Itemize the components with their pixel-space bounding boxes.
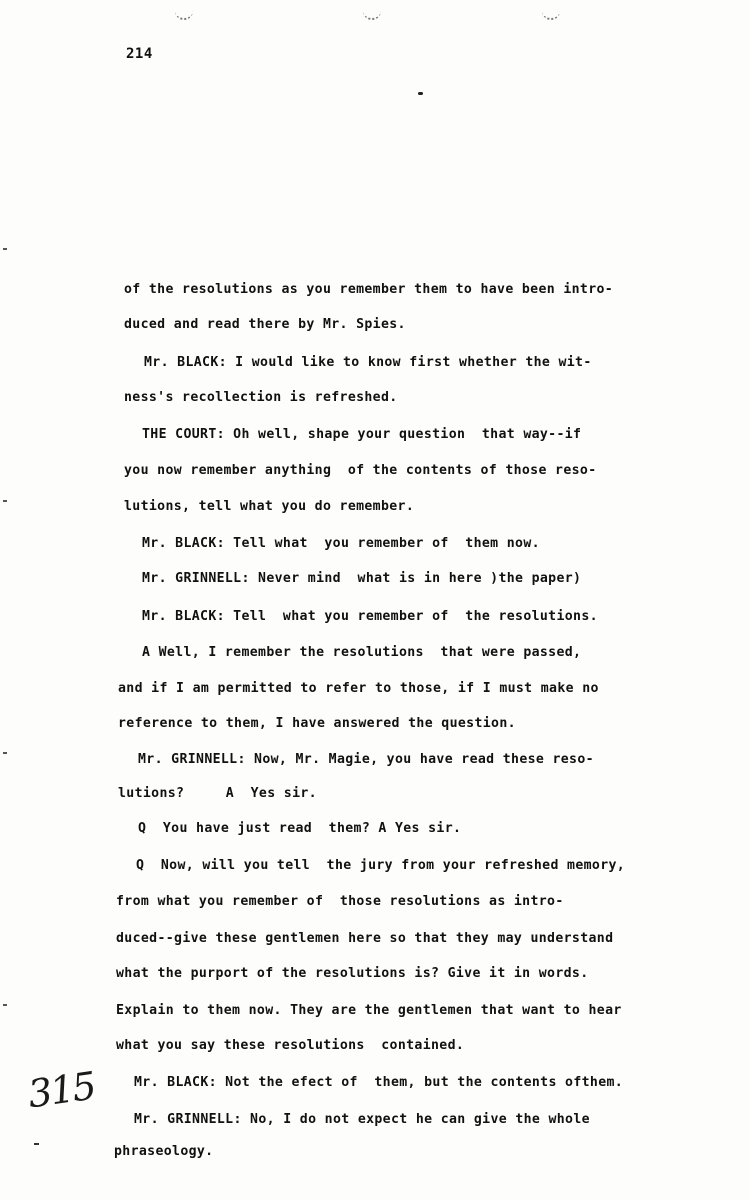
transcript-line: Mr. BLACK: Not the efect of them, but the contents ofthem. [134, 1075, 624, 1090]
transcript-line: you now remember anything of the contents of those reso- [124, 463, 597, 478]
transcript-line: reference to them, I have answered the question. [118, 716, 516, 731]
transcript-line: Mr. BLACK: Tell what you remember of them now. [142, 536, 540, 551]
transcript-line: what you say these resolutions contained. [116, 1038, 465, 1053]
transcript-line: ness's recollection is refreshed. [124, 390, 398, 405]
transcript-line: Mr. BLACK: I would like to know first whether the wit- [144, 355, 592, 370]
transcript-line: Mr. GRINNELL: Now, Mr. Magie, you have read these reso- [138, 752, 594, 767]
transcript-line: from what you remember of those resolutions as intro- [116, 894, 564, 909]
transcript-line: duced and read there by Mr. Spies. [124, 317, 406, 332]
transcript-line: A Well, I remember the resolutions that were passed, [142, 645, 582, 660]
transcript-line: duced--give these gentlemen here so that they may understand [116, 931, 614, 946]
transcript-line: Mr. BLACK: Tell what you remember of the resolutions. [142, 609, 598, 624]
transcript-line: and if I am permitted to refer to those, if I must make no [118, 681, 599, 696]
handwritten-page-number: 315 [25, 1063, 98, 1117]
punch-hole-mark [542, 4, 560, 20]
transcript-line: THE COURT: Oh well, shape your question that way--if [142, 427, 582, 442]
transcript-line: Explain to them now. They are the gentlemen that want to hear [116, 1003, 622, 1018]
punch-hole-mark [363, 4, 381, 20]
transcript-line: Q Now, will you tell the jury from your refreshed memory, [136, 858, 626, 873]
transcript-line: lutions? A Yes sir. [118, 786, 317, 801]
transcript-line: lutions, tell what you do remember. [124, 499, 415, 514]
transcript-line: what the purport of the resolutions is? Give it in words. [116, 966, 589, 981]
ink-speck [418, 92, 423, 95]
transcript-line: Mr. GRINNELL: Never mind what is in here )the paper) [142, 571, 582, 586]
transcript-line: Q You have just read them? A Yes sir. [138, 821, 462, 836]
transcript-line: phraseology. [114, 1144, 214, 1159]
margin-mark [34, 1143, 39, 1145]
transcript-line: of the resolutions as you remember them to have been intro- [124, 282, 614, 297]
punch-hole-mark [175, 4, 193, 20]
page-number: 214 [126, 46, 153, 62]
transcript-line: Mr. GRINNELL: No, I do not expect he can give the whole [134, 1112, 590, 1127]
